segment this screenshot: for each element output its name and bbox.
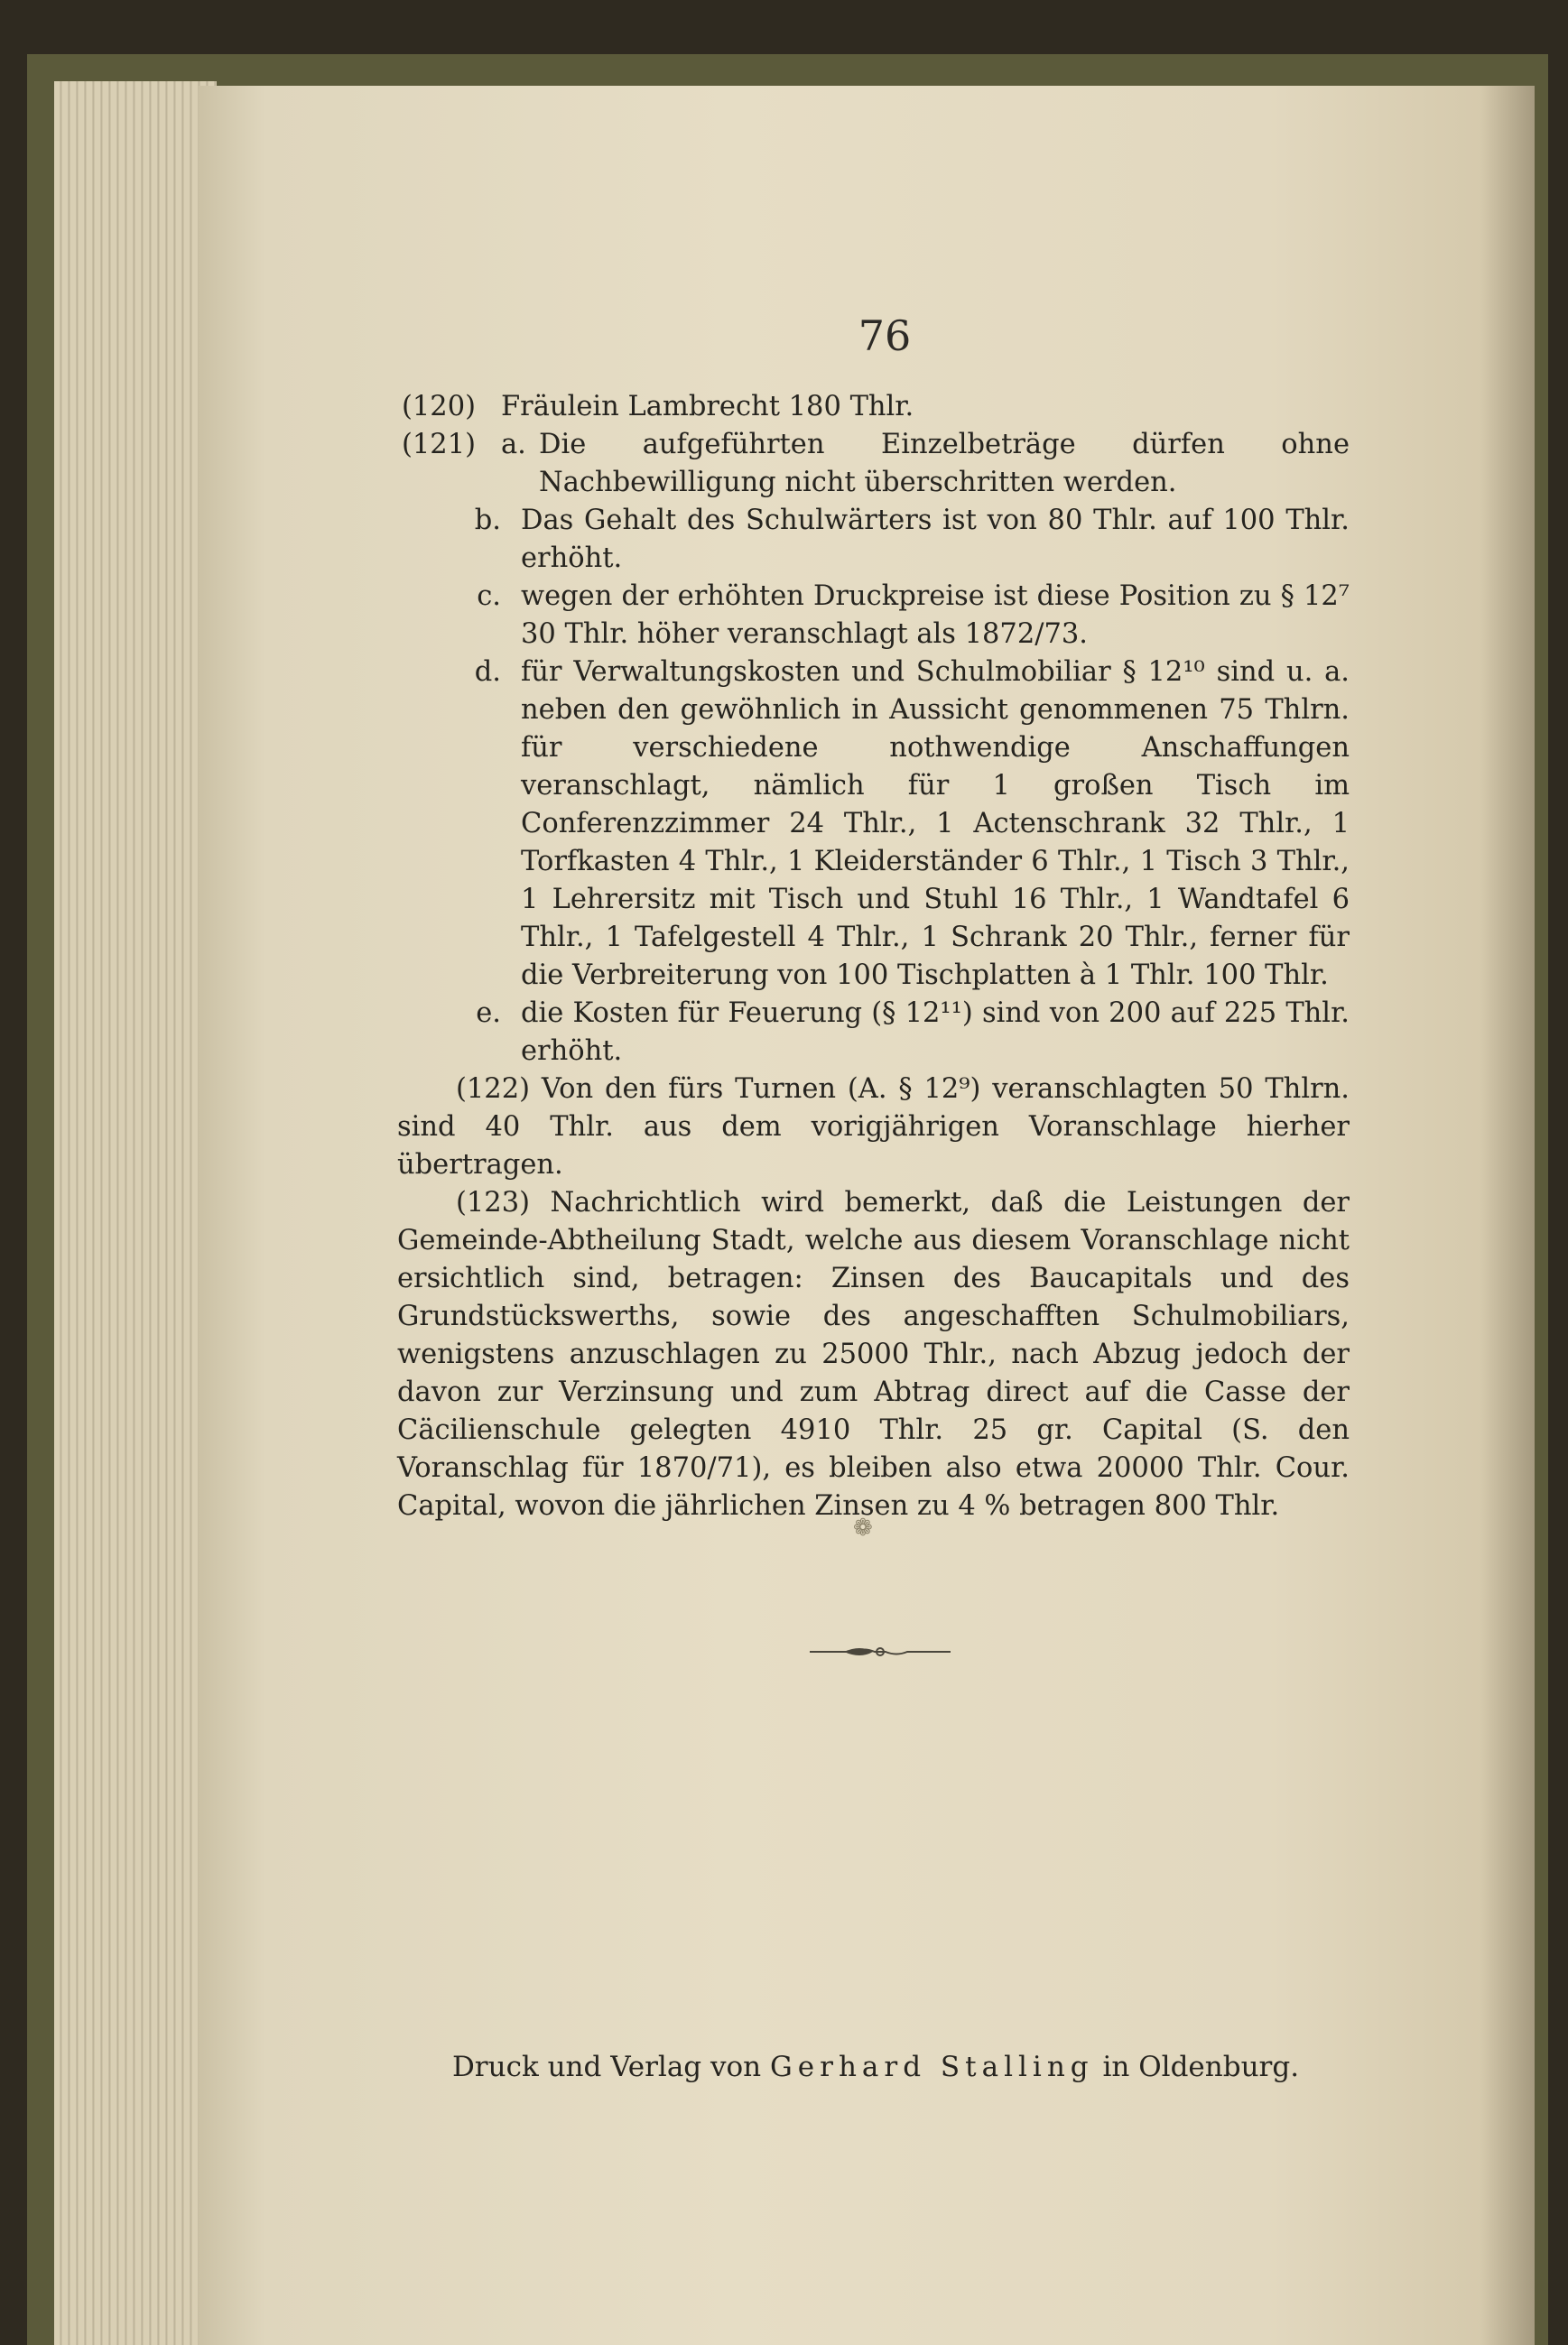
- decorative-rule: [808, 1641, 952, 1663]
- entry-121-a: [501, 426, 1350, 502]
- sub-letter: c.: [477, 580, 501, 612]
- sub-letter: a.: [501, 429, 526, 460]
- entry-number: (120): [402, 391, 477, 422]
- entry-121-c: [402, 578, 1350, 653]
- entry-120: [402, 388, 1350, 426]
- page-body: [397, 388, 1350, 1525]
- page-edges: [54, 81, 217, 2345]
- sub-text: Das Gehalt des Schulwärters ist von 80 Thlr. auf 100 Thlr. erhöht.: [521, 505, 1350, 574]
- imprint-line: [424, 2051, 1327, 2083]
- entry-text: Fräulein Lambrecht 180 Thlr.: [501, 391, 914, 422]
- entry-121-d: [402, 653, 1350, 995]
- imprint-suffix: in Oldenburg.: [1102, 2051, 1300, 2083]
- sub-text: wegen der erhöhten Druckpreise ist diese Position zu § 12⁷ 30 Thlr. höher veranschlagt als 1872/73.: [521, 580, 1350, 650]
- imprint-publisher: Gerhard Stalling: [770, 2051, 1094, 2083]
- gutter-shadow: [1480, 86, 1535, 2345]
- entry-123: (123) Nachrichtlich wird bemerkt, daß die Leistungen der Gemeinde-Abtheilung Stadt, welche aus diesem Voranschlage nicht ersichtlich sind, betragen: Zinsen des Baucapitals und des Grundstückswerths, sowie des angeschafften Schulmobiliars, wenigstens anzuschlagen zu 25000 Thlr., nach Abzug jedoch der davon zur Verzinsung und zum Abtrag direct auf die Casse der Cäcilienschule gelegten 4910 Thlr. 25 gr. Capital (S. den Voranschlag für 1870/71), es bleiben also etwa 20000 Thlr. Cour. Capital, wovon die jährlichen Zinsen zu 4 % betragen 800 Thlr.: [397, 1187, 1350, 1522]
- sub-letter: e.: [476, 997, 501, 1029]
- sub-letter: b.: [474, 505, 501, 536]
- ornament-icon: ❁: [853, 1515, 873, 1542]
- sub-text: Die aufgeführten Einzelbeträge dürfen ohne Nachbewilligung nicht überschritten werden.: [539, 429, 1350, 498]
- entry-121: [402, 426, 1350, 1071]
- sub-text: für Verwaltungskosten und Schulmobiliar § 12¹⁰ sind u. a. neben den gewöhnlich in Aussicht genommenen 75 Thlrn. für verschiedene nothwendige Anschaffungen veranschlagt, nämlich für 1 großen Tisch im Conferenzzimmer 24 Thlr., 1 Actenschrank 32 Thlr., 1 Torfkasten 4 Thlr., 1 Kleiderständer 6 Thlr., 1 Tisch 3 Thlr., 1 Lehrersitz mit Tisch und Stuhl 16 Thlr., 1 Wandtafel 6 Thlr., 1 Tafelgestell 4 Thlr., 1 Schrank 20 Thlr., ferner für die Verbreiterung von 100 Tischplatten à 1 Thlr. 100 Thlr.: [521, 656, 1350, 991]
- imprint-prefix: Druck und Verlag von: [451, 2051, 762, 2083]
- sub-letter: d.: [474, 656, 501, 688]
- entry-121-b: [402, 502, 1350, 578]
- sub-text: die Kosten für Feuerung (§ 12¹¹) sind von 200 auf 225 Thlr. erhöht.: [521, 997, 1350, 1067]
- page-number: 76: [858, 311, 912, 360]
- entry-number: (121): [402, 429, 477, 460]
- entry-121-e: [402, 995, 1350, 1071]
- entry-122: (122) Von den fürs Turnen (A. § 12⁹) veranschlagten 50 Thlrn. sind 40 Thlr. aus dem vorigjährigen Voranschlage hierher übertragen.: [397, 1073, 1350, 1181]
